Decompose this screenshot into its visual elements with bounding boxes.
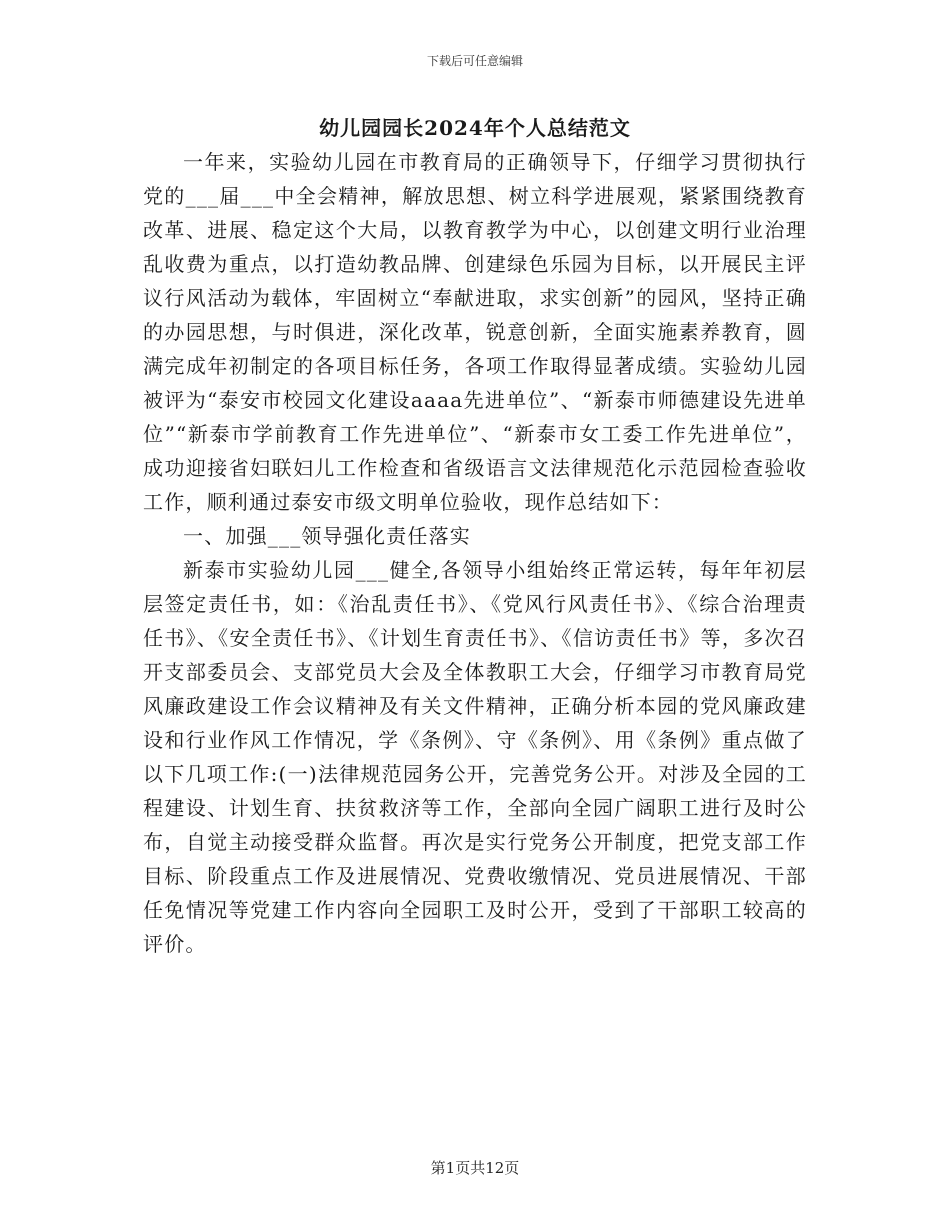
document-title: 幼儿园园长2024年个人总结范文 (319, 116, 631, 140)
document-body (143, 145, 807, 961)
paragraph-intro: 一年来，实验幼儿园在市教育局的正确领导下，仔细学习贯彻执行党的___届___中全会精神，解放思想、树立科学进展观，紧紧围绕教育改革、进展、稳定这个大局，以教育教学为中心，以创建文明行业治理乱收费为重点，以打造幼教品牌、创建绿色乐园为目标，以开展民主评议行风活动为载体，牢固树立“奉献进取，求实创新”的园风，坚持正确的办园思想，与时俱进，深化改革，锐意创新，全面实施素养教育，圆满完成年初制定的各项目标任务，各项工作取得显著成绩。实验幼儿园被评为“泰安市校园文化建设aaaa先进单位”、“新泰市师德建设先进单位”“新泰市学前教育工作先进单位”、“新泰市女工委工作先进单位”，成功迎接省妇联妇儿工作检查和省级语言文法律规范化示范园检查验收工作，顺利通过泰安市级文明单位验收，现作总结如下： (143, 150, 807, 514)
page-number: 第1页共12页 (430, 1159, 520, 1177)
section-heading: 一、加强___领导强化责任落实 (183, 524, 471, 548)
header-note: 下载后可任意编辑 (426, 54, 523, 68)
paragraph-section-1: 新泰市实验幼儿园___健全,各领导小组始终正常运转，每年年初层层签定责任书，如：《治乱责任书》、《党风行风责任书》、《综合治理责任书》、《安全责任书》、《计划生育责任书》、《信访责任书》等，多次召开支部委员会、支部党员大会及全体教职工大会，仔细学习市教育局党风廉政建设工作会议精神及有关文件精神，正确分析本园的党风廉政建设和行业作风工作情况，学《条例》、守《条例》、用《条例》重点做了以下几项工作:(一)法律规范园务公开，完善党务公开。对涉及全园的工程建设、计划生育、扶贫救济等工作，全部向全园广阔职工进行及时公布，自觉主动接受群众监督。再次是实行党务公开制度，把党支部工作目标、阶段重点工作及进展情况、党费收缴情况、党员进展情况、干部任免情况等党建工作内容向全园职工及时公开，受到了干部职工较高的评价。 (143, 558, 807, 956)
